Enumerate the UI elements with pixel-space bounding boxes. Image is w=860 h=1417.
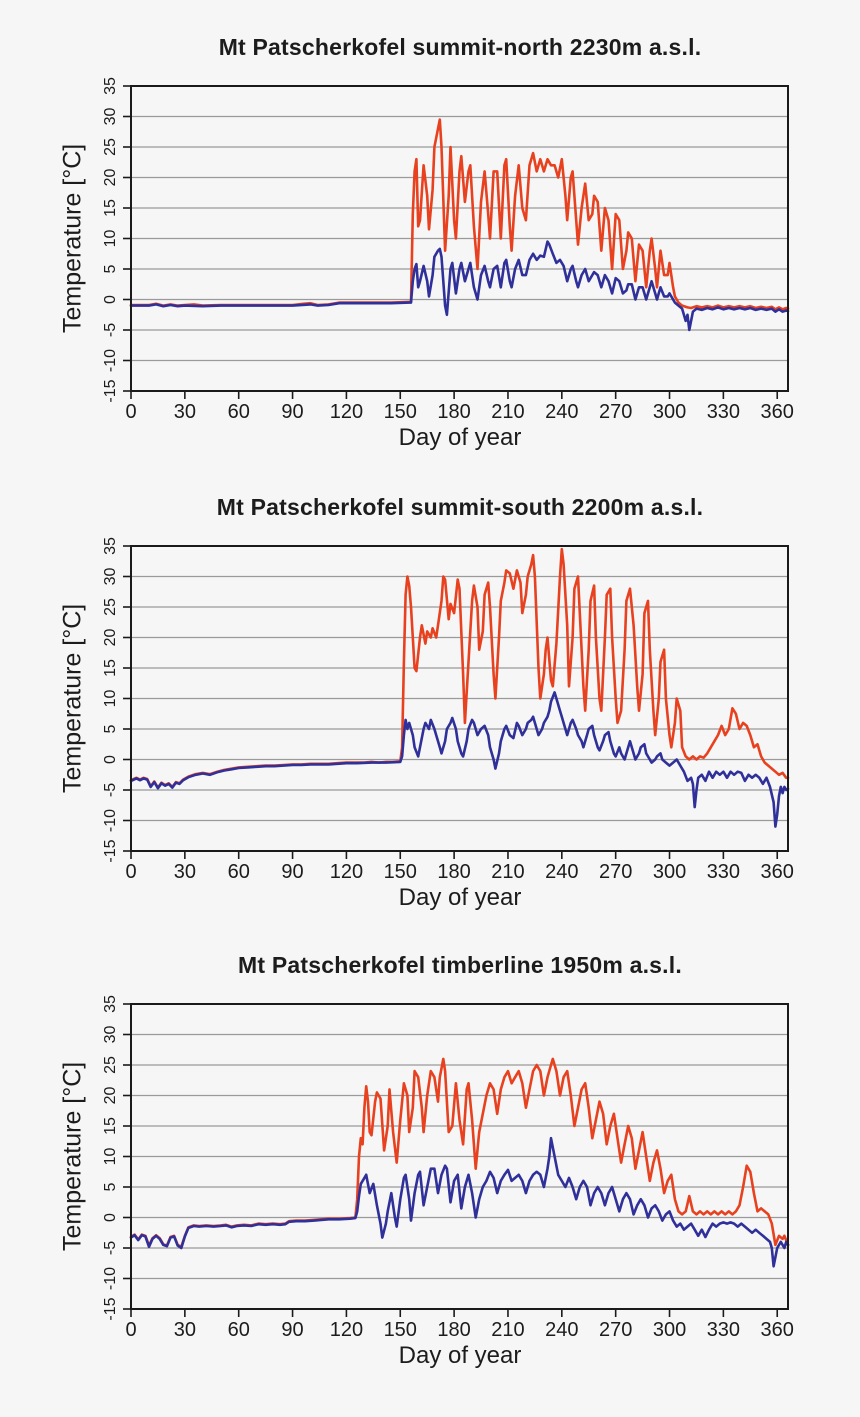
y-axis-title: Temperature [°C] bbox=[58, 603, 87, 794]
chart-timberline bbox=[0, 918, 860, 1373]
chart-title: Mt Patscherkofel summit-south 2200m a.s.l. bbox=[216, 494, 704, 520]
y-tick-label: 0 bbox=[102, 755, 120, 764]
x-tick-label: 240 bbox=[545, 861, 579, 883]
plot-area bbox=[0, 460, 860, 915]
x-axis-title: Day of year bbox=[398, 1342, 522, 1369]
y-tick-label: -5 bbox=[102, 782, 120, 798]
y-tick-label: 15 bbox=[102, 1117, 120, 1135]
y-tick-label: 5 bbox=[102, 264, 120, 274]
x-tick-label: 0 bbox=[125, 1319, 137, 1341]
x-tick-label: 150 bbox=[383, 861, 417, 883]
x-tick-label: 210 bbox=[491, 861, 525, 883]
x-tick-label: 60 bbox=[227, 401, 250, 423]
x-tick-label: 330 bbox=[706, 401, 741, 423]
x-tick-label: 0 bbox=[125, 401, 137, 423]
y-tick-label: 25 bbox=[102, 598, 120, 616]
x-tick-label: 120 bbox=[329, 861, 364, 883]
x-tick-label: 270 bbox=[598, 1319, 633, 1341]
x-tick-label: 30 bbox=[173, 861, 196, 883]
x-tick-label: 90 bbox=[281, 861, 304, 883]
x-axis-title: Day of year bbox=[398, 884, 522, 911]
y-tick-label: 20 bbox=[102, 628, 120, 647]
x-tick-label: 120 bbox=[329, 401, 364, 423]
x-tick-label: 300 bbox=[652, 401, 687, 423]
x-tick-label: 30 bbox=[173, 1319, 196, 1341]
x-tick-label: 330 bbox=[706, 1319, 741, 1341]
x-tick-label: 0 bbox=[125, 861, 137, 883]
x-tick-label: 150 bbox=[383, 401, 417, 423]
y-tick-label: 35 bbox=[102, 995, 120, 1013]
plot-area bbox=[0, 918, 860, 1373]
x-tick-label: 270 bbox=[598, 401, 633, 423]
y-tick-label: 30 bbox=[102, 567, 120, 586]
x-tick-label: 360 bbox=[760, 861, 794, 883]
y-tick-label: 15 bbox=[102, 659, 120, 677]
y-tick-label: -10 bbox=[102, 348, 120, 373]
x-tick-label: 300 bbox=[652, 861, 687, 883]
y-tick-label: 35 bbox=[102, 537, 120, 555]
y-tick-label: -5 bbox=[102, 322, 120, 338]
x-axis-title: Day of year bbox=[398, 424, 522, 451]
x-tick-label: 180 bbox=[437, 1319, 471, 1341]
blue-series-line bbox=[131, 242, 788, 330]
x-tick-label: 210 bbox=[491, 1319, 525, 1341]
chart-title: Mt Patscherkofel summit-north 2230m a.s.l. bbox=[218, 34, 702, 60]
x-tick-label: 90 bbox=[281, 401, 304, 423]
y-tick-label: 0 bbox=[102, 295, 120, 304]
y-tick-label: 30 bbox=[102, 1025, 120, 1044]
x-tick-label: 150 bbox=[383, 1319, 417, 1341]
red-series-line bbox=[131, 120, 788, 310]
y-tick-label: 10 bbox=[102, 229, 120, 248]
red-series-line bbox=[131, 1059, 788, 1247]
y-tick-label: 5 bbox=[102, 1182, 120, 1192]
x-tick-label: 300 bbox=[652, 1319, 687, 1341]
y-tick-label: 5 bbox=[102, 724, 120, 734]
y-tick-label: 30 bbox=[102, 107, 120, 126]
y-tick-label: 10 bbox=[102, 1147, 120, 1166]
x-tick-label: 210 bbox=[491, 401, 525, 423]
y-tick-label: -15 bbox=[102, 379, 120, 403]
x-tick-label: 360 bbox=[760, 401, 794, 423]
y-tick-label: -10 bbox=[102, 1266, 120, 1291]
x-tick-label: 240 bbox=[545, 1319, 579, 1341]
plot-area bbox=[0, 0, 860, 455]
y-axis-title: Temperature [°C] bbox=[58, 143, 87, 334]
x-tick-label: 180 bbox=[437, 861, 471, 883]
x-tick-label: 60 bbox=[227, 1319, 250, 1341]
chart-summit-south bbox=[0, 460, 860, 915]
x-tick-label: 90 bbox=[281, 1319, 304, 1341]
y-tick-label: 25 bbox=[102, 1056, 120, 1074]
y-tick-label: 15 bbox=[102, 199, 120, 217]
x-tick-label: 270 bbox=[598, 861, 633, 883]
y-tick-label: 0 bbox=[102, 1213, 120, 1222]
y-tick-label: -10 bbox=[102, 808, 120, 833]
y-tick-label: 25 bbox=[102, 138, 120, 156]
chart-summit-north bbox=[0, 0, 860, 455]
y-tick-label: 35 bbox=[102, 77, 120, 95]
y-tick-label: -15 bbox=[102, 839, 120, 863]
y-axis-title: Temperature [°C] bbox=[58, 1061, 87, 1252]
x-tick-label: 180 bbox=[437, 401, 471, 423]
y-tick-label: 10 bbox=[102, 689, 120, 708]
x-tick-label: 120 bbox=[329, 1319, 364, 1341]
chart-title: Mt Patscherkofel timberline 1950m a.s.l. bbox=[238, 952, 682, 978]
y-tick-label: -5 bbox=[102, 1240, 120, 1256]
x-tick-label: 60 bbox=[227, 861, 250, 883]
x-tick-label: 330 bbox=[706, 861, 741, 883]
x-tick-label: 30 bbox=[173, 401, 196, 423]
x-tick-label: 240 bbox=[545, 401, 579, 423]
y-tick-label: 20 bbox=[102, 168, 120, 187]
x-tick-label: 360 bbox=[760, 1319, 794, 1341]
y-tick-label: -15 bbox=[102, 1297, 120, 1321]
y-tick-label: 20 bbox=[102, 1086, 120, 1105]
